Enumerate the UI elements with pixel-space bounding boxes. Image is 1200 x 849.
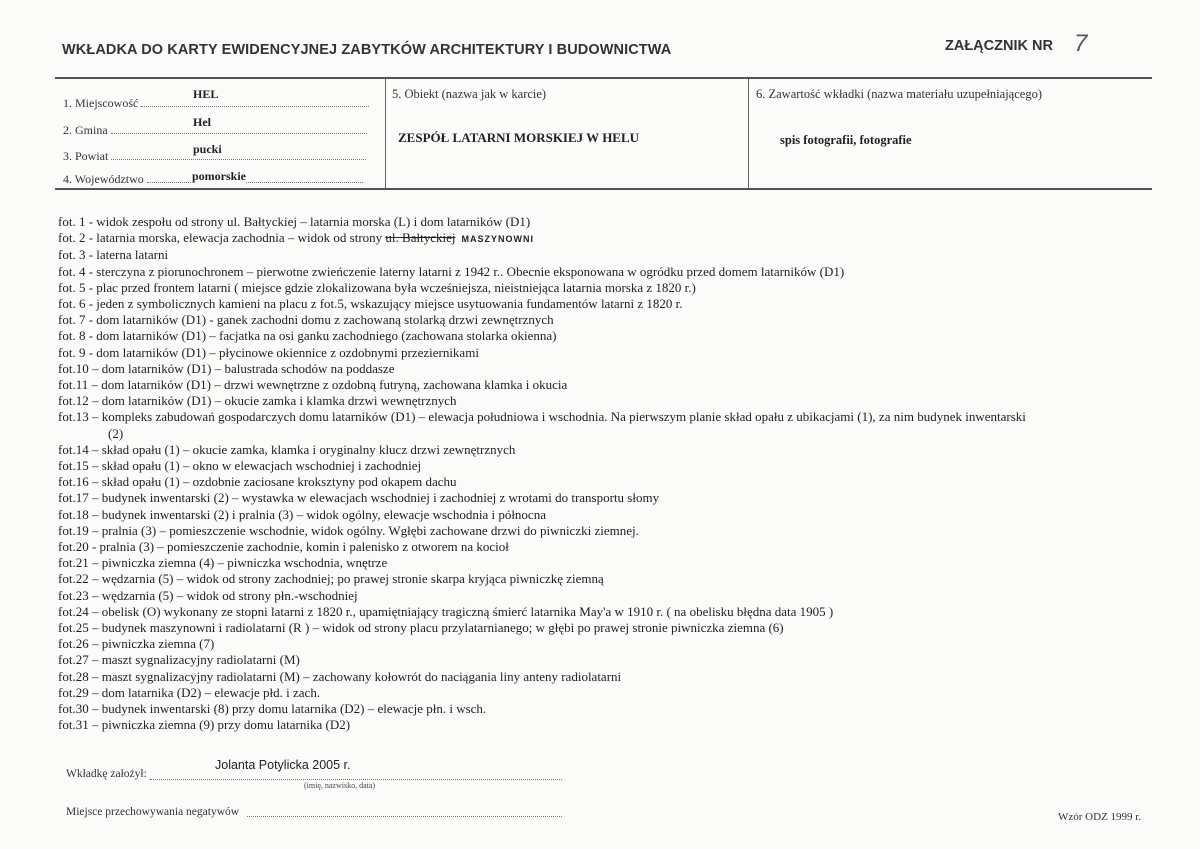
photo-item bbox=[58, 214, 1026, 230]
author-line bbox=[150, 778, 562, 780]
document-title: WKŁADKA DO KARTY EWIDENCYJNEJ ZABYTKÓW ARCHITEKTURY I BUDOWNICTWA bbox=[62, 42, 672, 58]
object-label: 5. Obiekt (nazwa jak w karcie) bbox=[392, 87, 547, 101]
struck-text: ul. Bałtyckiej bbox=[385, 230, 456, 246]
photo-description: fot. 9 - dom latarników (D1) – płycinowe okiennice z ozdobnymi przeziernikami bbox=[58, 344, 479, 360]
photo-description: fot.17 – budynek inwentarski (2) – wystawka w elewacjach wschodniej i zachodniej z wrotami do transportu słomy bbox=[58, 490, 660, 506]
photo-item bbox=[58, 685, 1026, 701]
photo-item bbox=[58, 230, 1026, 247]
info-table bbox=[55, 77, 1152, 190]
photo-item bbox=[58, 442, 1026, 458]
object-value: ZESPÓŁ LATARNI MORSKIEJ W HELU bbox=[398, 130, 640, 145]
negatives-label: Miejsce przechowywania negatywów bbox=[66, 806, 240, 818]
annex-label: ZAŁĄCZNIK NR bbox=[945, 38, 1053, 54]
photo-item bbox=[58, 636, 1026, 652]
photo-description: fot.22 – wędzarnia (5) – widok od strony zachodniej; po prawej stronie skarpa kryjąca piwniczkę ziemną bbox=[58, 571, 604, 587]
field-label: 4. Województwo bbox=[63, 172, 144, 186]
photo-description: fot. 1 - widok zespołu od strony ul. Bałtyckiej – latarnia morska (L) i dom latarników (D1) bbox=[58, 214, 531, 229]
photo-item bbox=[58, 490, 1026, 506]
field-value-locality: HEL bbox=[193, 87, 219, 101]
field-label: 3. Powiat bbox=[63, 149, 109, 163]
field-label: 1. Miejscowość bbox=[63, 96, 139, 110]
photo-item bbox=[58, 571, 1026, 587]
field-label: 2. Gmina bbox=[63, 123, 108, 137]
photo-description: fot.20 - pralnia (3) – pomieszczenie zachodnie, komin i palenisko z otworem na kocioł bbox=[58, 539, 509, 555]
photo-item bbox=[58, 247, 1026, 263]
field-value-commune: Hel bbox=[193, 115, 211, 129]
photo-item bbox=[58, 652, 1026, 668]
form-version: Wzór ODZ 1999 r. bbox=[1058, 811, 1142, 823]
column-divider bbox=[748, 79, 749, 188]
photo-item bbox=[58, 264, 1026, 280]
handwritten-correction: MASZYNOWNI bbox=[461, 234, 534, 245]
photo-item bbox=[58, 701, 1026, 717]
column-divider bbox=[385, 79, 386, 188]
photo-item bbox=[58, 507, 1026, 523]
photo-description: fot. 4 - sterczyna z piorunochronem – pierwotne zwieńczenie laterny latarni z 1942 r.. Obecnie eksponowana w ogródku przed domem latarników (D1) bbox=[58, 263, 845, 279]
photo-description: fot. 3 - laterna latarni bbox=[58, 247, 169, 263]
photo-description: fot.19 – pralnia (3) – pomieszczenie wschodnie, widok ogólny. Wgłębi zachowane drzwi do piwniczki ziemnej. bbox=[58, 522, 639, 538]
photo-description: fot.18 – budynek inwentarski (2) i pralnia (3) – widok ogólny, elewacje wschodnia i północna bbox=[58, 506, 546, 522]
photo-description: fot.25 – budynek maszynowni i radiolatarni (R ) – widok od strony placu przylatarnianego; w głębi po prawej stronie piwniczka ziemna (6) bbox=[58, 620, 784, 636]
photo-item bbox=[58, 377, 1026, 393]
photo-item bbox=[58, 717, 1026, 733]
photo-description: fot.24 – obelisk (O) wykonany ze stopni latarni z 1820 r., upamiętniający tragiczną śmierć latarnika May'a w 1910 r. ( na obelisku błędna data 1905 ) bbox=[58, 603, 834, 619]
photo-description: fot.31 – piwniczka ziemna (9) przy domu latarnika (D2) bbox=[58, 717, 351, 733]
photo-description: fot.16 – skład opału (1) – ozdobnie zaciosane kroksztyny pod okapem dachu bbox=[58, 474, 457, 490]
photo-item bbox=[58, 539, 1026, 555]
photo-item bbox=[58, 296, 1026, 312]
field-value-district: pucki bbox=[193, 142, 222, 156]
photo-description: fot.28 – maszt sygnalizacyjny radiolatarni (M) – zachowany kołowrót do naciągania liny anteny radiolatarni bbox=[58, 668, 622, 684]
photo-description: fot.14 – skład opału (1) – okucie zamka, klamka i oryginalny klucz drzwi zewnętrznych bbox=[58, 441, 516, 457]
photo-description: fot.26 – piwniczka ziemna (7) bbox=[58, 636, 215, 652]
photo-description: fot. 5 - plac przed frontem latarni ( miejsce gdzie zlokalizowana była wcześniejsza, nieistniejąca latarnia morska z 1820 r.) bbox=[58, 279, 696, 295]
photo-item bbox=[58, 345, 1026, 361]
field-value-voivodeship: pomorskie bbox=[192, 169, 246, 183]
photo-item bbox=[58, 312, 1026, 328]
photo-description: fot.27 – maszt sygnalizacyjny radiolatarni (M) bbox=[58, 652, 300, 668]
photo-item bbox=[58, 669, 1026, 685]
photo-description: fot.21 – piwniczka ziemna (4) – piwniczka wschodnia, wnętrze bbox=[58, 555, 388, 571]
contents-value: spis fotografii, fotografie bbox=[780, 133, 912, 147]
photo-item bbox=[58, 280, 1026, 296]
photo-list bbox=[58, 214, 1026, 734]
photo-description: fot.12 – dom latarników (D1) – okucie zamka i klamka drzwi wewnętrznych bbox=[58, 393, 457, 409]
author-hint: (imię, nazwisko, data) bbox=[304, 781, 376, 790]
author-label: Wkładkę założył: bbox=[66, 768, 147, 780]
photo-item bbox=[58, 393, 1026, 409]
photo-item bbox=[58, 604, 1026, 620]
negatives-line bbox=[247, 815, 562, 817]
photo-description: fot.30 – budynek inwentarski (8) przy domu latarnika (D2) – elewacje płn. i wsch. bbox=[58, 701, 487, 717]
photo-description: fot. 7 - dom latarników (D1) - ganek zachodni domu z zachowaną stolarką drzwi zewnętrznych bbox=[58, 312, 554, 328]
photo-item bbox=[58, 620, 1026, 636]
photo-description: fot.10 – dom latarników (D1) – balustrada schodów na poddasze bbox=[58, 360, 395, 376]
author-value: Jolanta Potylicka 2005 r. bbox=[215, 758, 351, 772]
photo-description: fot.13 – kompleks zabudowań gospodarczych domu latarników (D1) – elewacja południowa i wschodnia. Na pierwszym planie skład opału z ubikacjami (1), za nim budynek inwentarski bbox=[58, 409, 1026, 425]
photo-description-continuation: (2) bbox=[108, 425, 124, 441]
photo-description: fot. 8 - dom latarników (D1) – facjatka na osi ganku zachodniego (zachowana stolarka okienna) bbox=[58, 328, 557, 344]
photo-item bbox=[58, 328, 1026, 344]
photo-item bbox=[58, 458, 1026, 474]
photo-item bbox=[58, 409, 1026, 425]
photo-description: fot.29 – dom latarnika (D2) – elewacje płd. i zach. bbox=[58, 684, 321, 700]
photo-description: fot.11 – dom latarników (D1) – drzwi wewnętrzne z ozdobną futryną, zachowana klamka i okucia bbox=[58, 377, 568, 393]
field-commune bbox=[63, 123, 367, 138]
annex-number: 7 bbox=[1074, 30, 1088, 57]
photo-description: fot. 6 - jeden z symbolicznych kamieni na placu z fot.5, wskazujący miejsce usytuowania fundamentów latarni z 1820 r. bbox=[58, 296, 683, 312]
photo-item bbox=[58, 361, 1026, 377]
contents-label: 6. Zawartość wkładki (nazwa materiału uzupełniającego) bbox=[756, 87, 1042, 101]
photo-description: fot.23 – wędzarnia (5) – widok od strony płn.-wschodniej bbox=[58, 587, 358, 603]
photo-item bbox=[58, 474, 1026, 490]
photo-description: fot. 2 - latarnia morska, elewacja zachodnia – widok od strony bbox=[58, 230, 386, 246]
photo-description: fot.15 – skład opału (1) – okno w elewacjach wschodniej i zachodniej bbox=[58, 458, 422, 474]
photo-item bbox=[58, 555, 1026, 571]
photo-item bbox=[58, 588, 1026, 604]
photo-item bbox=[58, 523, 1026, 539]
